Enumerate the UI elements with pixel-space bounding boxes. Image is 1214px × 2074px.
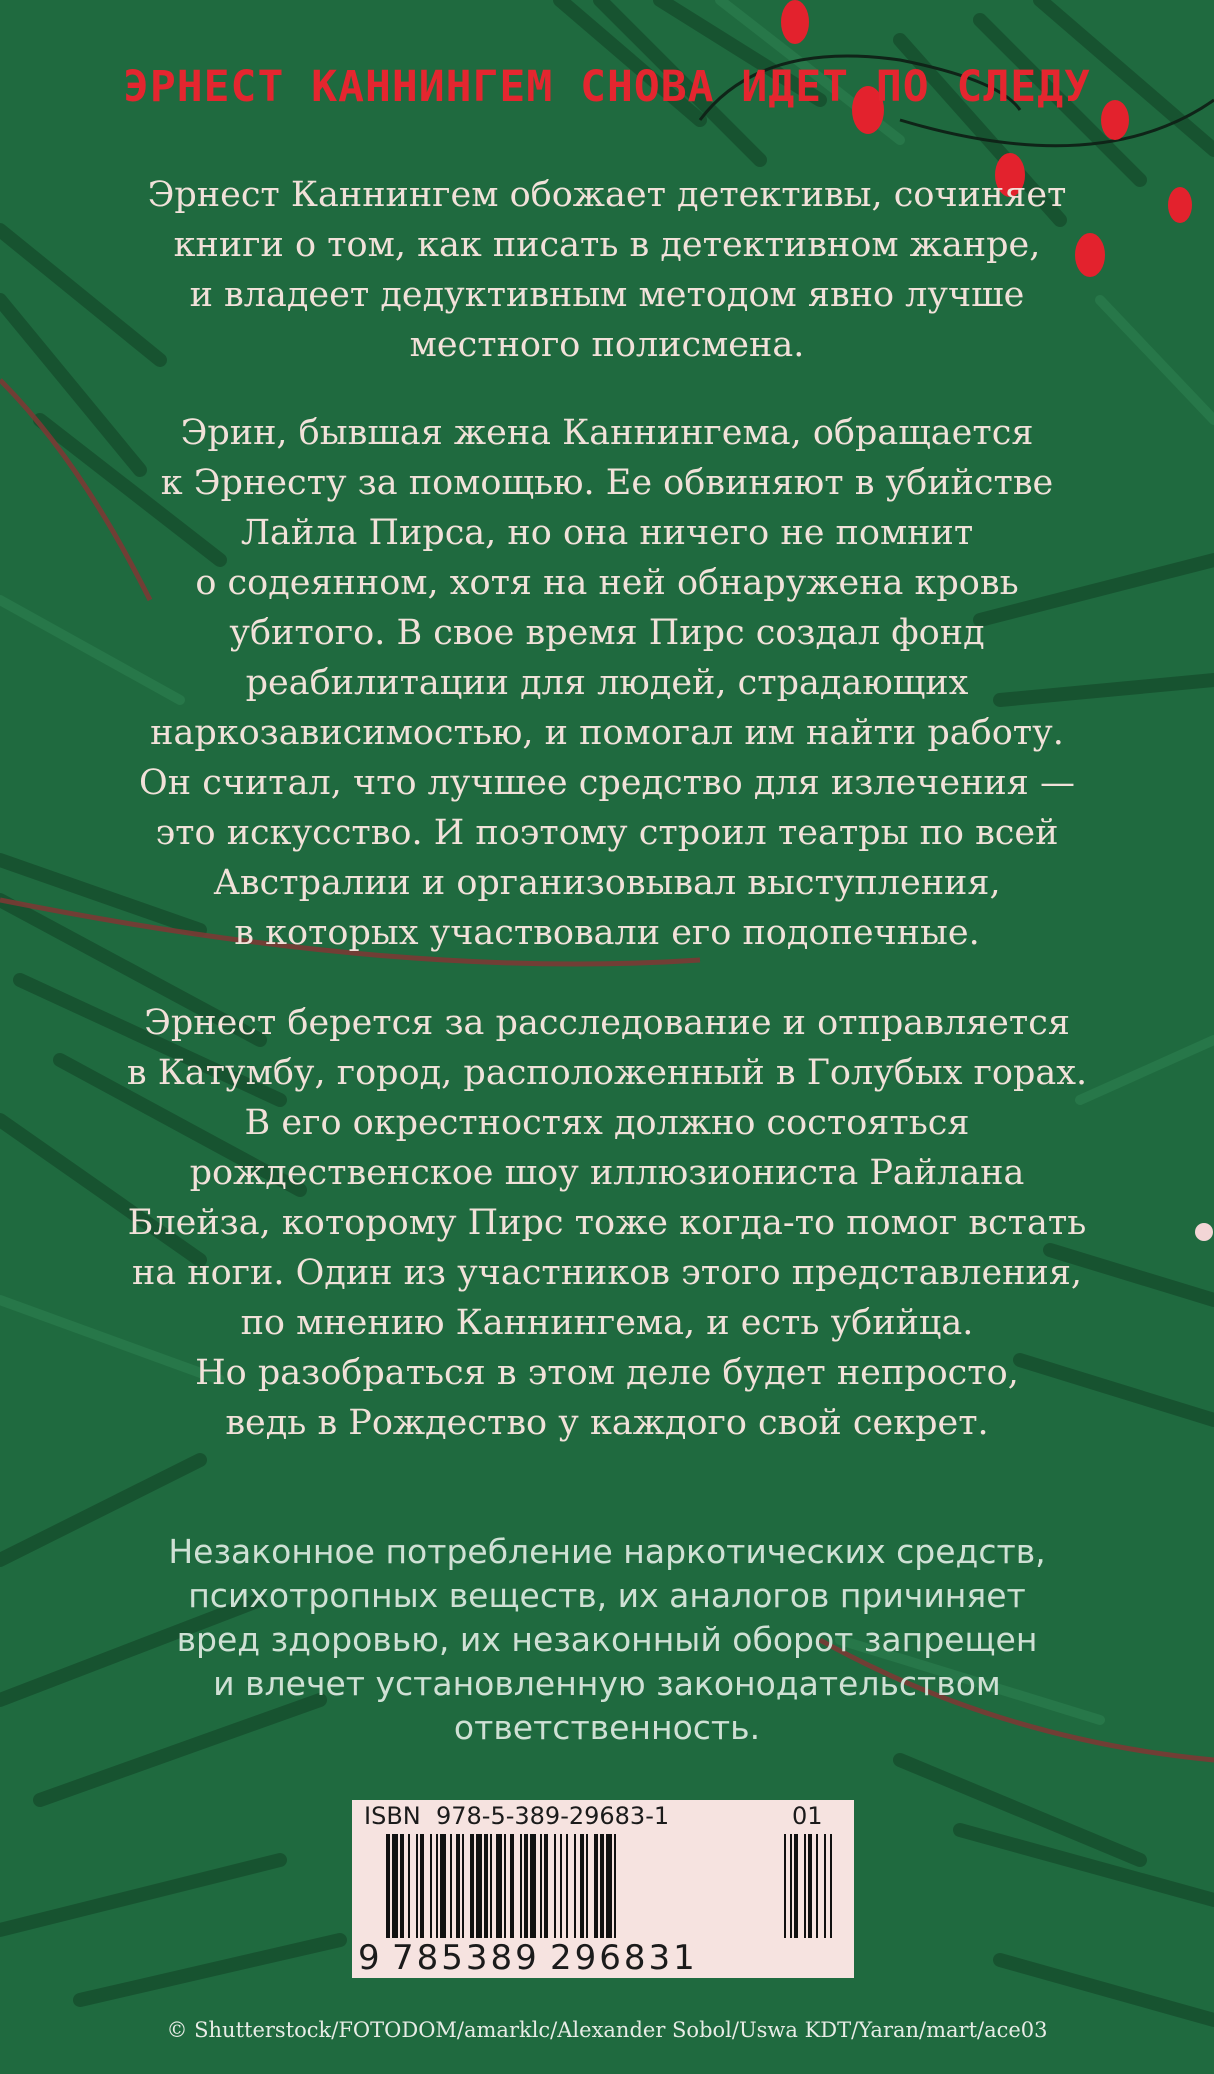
text-line: Австралии и организовывал выступления, (213, 863, 1001, 903)
barcode-bar (490, 1834, 492, 1938)
description-paragraph-1 (110, 170, 1104, 370)
barcode-bar (524, 1834, 528, 1938)
barcode-addon-bar (784, 1834, 786, 1938)
warning-line: Незаконное потребление наркотических средств, (168, 1532, 1046, 1571)
isbn-barcode (352, 1800, 854, 1978)
text-line: Но разобраться в этом деле будет непросто, (195, 1353, 1019, 1393)
barcode-bar (450, 1834, 452, 1938)
barcode-bar (554, 1834, 556, 1938)
photo-credits: © Shutterstock/FOTODOM/amarklc/Alexander Sobol/Uswa KDT/Yaran/mart/ace03 (166, 2018, 1048, 2042)
barcode-addon-bar (816, 1834, 818, 1938)
isbn-label: ISBN 978-5-389-29683-1 (364, 1802, 670, 1830)
text-line: наркозависимостью, и помогал им найти работу. (150, 713, 1064, 753)
text-line: книги о том, как писать в детективном жанре, (173, 225, 1041, 265)
warning-line: ответственность. (453, 1708, 761, 1747)
barcode-bar (408, 1834, 410, 1938)
text-line: В его окрестностях должно состояться (244, 1103, 970, 1143)
barcode-bar (496, 1834, 502, 1938)
description-paragraph-2 (110, 408, 1104, 958)
barcode-bar (606, 1834, 612, 1938)
barcode-addon-bar (808, 1834, 812, 1938)
barcode-bar (420, 1834, 424, 1938)
text-line: это искусство. И поэтому строил театры по всей (155, 813, 1059, 853)
text-line: Блейза, которому Пирс тоже когда-то помог встать (127, 1203, 1087, 1243)
barcode-bar (580, 1834, 584, 1938)
barcode-addon-bar (794, 1834, 798, 1938)
barcode-bar (436, 1834, 438, 1938)
text-line: к Эрнесту за помощью. Ее обвиняют в убийстве (160, 463, 1054, 503)
text-line: Эрин, бывшая жена Каннингема, обращается (180, 413, 1034, 453)
barcode-bar (462, 1834, 464, 1938)
barcode-bar (430, 1834, 432, 1938)
text-line: ведь в Рождество у каждого свой секрет. (225, 1403, 989, 1443)
barcode-bar (560, 1834, 562, 1938)
barcode-bar (566, 1834, 568, 1938)
text-line: и владеет дедуктивным методом явно лучше (189, 275, 1025, 315)
text-line: по мнению Каннингема, и есть убийца. (240, 1303, 974, 1343)
barcode-addon-bar (804, 1834, 806, 1938)
text-line: реабилитации для людей, страдающих (245, 663, 969, 703)
barcode-addon-bar (830, 1834, 832, 1938)
barcode-digit-prefix: 9 (358, 1938, 380, 1978)
barcode-bar (386, 1834, 390, 1938)
barcode-bar (440, 1834, 446, 1938)
isbn-addon: 01 (792, 1802, 823, 1830)
warning-line: психотропных веществ, их аналогов причиняет (188, 1576, 1026, 1615)
barcode-bar (484, 1834, 488, 1938)
barcode-bar (540, 1834, 542, 1938)
text-line: убитого. В свое время Пирс создал фонд (229, 613, 985, 653)
barcode-bar (476, 1834, 482, 1938)
warning-line: вред здоровью, их незаконный оборот запрещен (176, 1620, 1038, 1659)
barcode-bar (586, 1834, 588, 1938)
barcode-bar (456, 1834, 460, 1938)
text-line: Эрнест Каннингем обожает детективы, сочиняет (147, 175, 1067, 215)
headline: ЭРНЕСТ КАННИНГЕМ СНОВА ИДЕТ ПО СЛЕДУ (123, 62, 1091, 112)
barcode-digits (352, 1938, 854, 1978)
text-line: Эрнест берется за расследование и отправляется (144, 1003, 1070, 1043)
text-line: в Катумбу, город, расположенный в Голубых горах. (126, 1053, 1088, 1093)
barcode-bar (470, 1834, 474, 1938)
text-line: в которых участвовали его подопечные. (234, 913, 980, 953)
barcode-bar (614, 1834, 616, 1938)
text-line: местного полисмена. (409, 325, 805, 365)
barcode-digit-group-1: 785389 (392, 1938, 540, 1978)
barcode-bar (600, 1834, 604, 1938)
barcode-addon-bar (790, 1834, 792, 1938)
text-line: на ноги. Один из участников этого представления, (131, 1253, 1083, 1293)
barcode-bar (392, 1834, 398, 1938)
warning-line: и влечет установленную законодательством (213, 1664, 1001, 1703)
barcode-bar (400, 1834, 404, 1938)
text-line: о содеянном, хотя на ней обнаружена кровь (195, 563, 1019, 603)
health-warning (70, 1530, 1144, 1750)
barcode-addon-bar (824, 1834, 826, 1938)
barcode-bar (504, 1834, 506, 1938)
text-line: Лайла Пирса, но она ничего не помнит (240, 513, 974, 553)
barcode-bar (574, 1834, 576, 1938)
text-line: Он считал, что лучшее средство для излечения — (139, 763, 1075, 803)
description-paragraph-3 (110, 998, 1104, 1448)
barcode-digit-group-2: 296831 (550, 1938, 698, 1978)
barcode-bar (594, 1834, 598, 1938)
barcode-bar (510, 1834, 514, 1938)
barcode-bar (416, 1834, 418, 1938)
barcode-bar (544, 1834, 548, 1938)
text-line: рождественское шоу иллюзиониста Райлана (189, 1153, 1025, 1193)
barcode-bar (530, 1834, 536, 1938)
barcode-bar (520, 1834, 522, 1938)
